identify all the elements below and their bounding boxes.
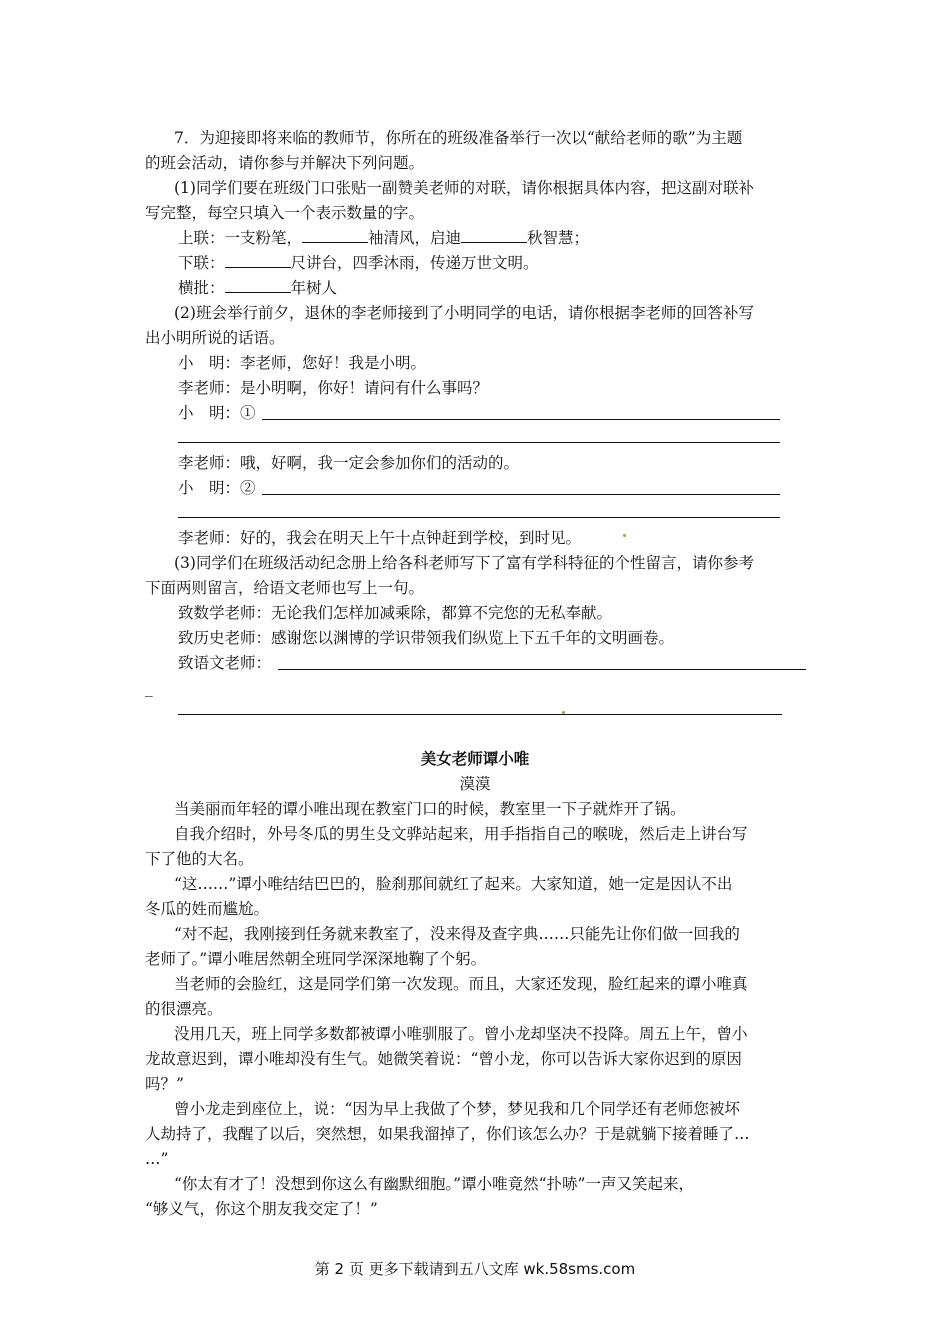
story-line-14: 人劫持了，我醒了以后，突然想，如果我溜掉了，你们该怎么办？于是就躺下接着睡了… <box>145 1125 750 1143</box>
q7-part3-line-2: 下面两则留言，给语文老师也写上一句。 <box>145 579 425 597</box>
couplet-horizontal-b: 年树人 <box>290 279 338 297</box>
couplet-lower-b: 尺讲台，四季沐雨，传递万世文明。 <box>290 254 539 272</box>
dialogue-line-4: 李老师：哦，好啊，我一定会参加你们的活动的。 <box>178 454 520 472</box>
couplet-blank-1[interactable] <box>302 228 368 243</box>
story-line-5: 冬瓜的姓而尴尬。 <box>145 900 270 918</box>
couplet-horizontal-a: 横批： <box>178 279 225 297</box>
dialogue-line-6: 李老师：好的，我会在明天上午十点钟赶到学校，到时见。 <box>178 529 582 547</box>
q7-part3-line-1: (3)同学们在班级活动纪念册上给各科老师写下了富有学科特征的个性留言，请你参考 <box>174 554 754 572</box>
q7-intro-line-2: 的班会活动，请你参与并解决下列问题。 <box>145 154 425 172</box>
story-line-8: 当老师的会脸红，这是同学们第一次发现。而且，大家还发现，脸红起来的谭小唯真 <box>174 975 748 993</box>
story-line-3: 下了他的大名。 <box>145 850 254 868</box>
couplet-lower <box>178 252 539 274</box>
dialogue-line-1: 小 明：李老师，您好！我是小明。 <box>178 354 427 372</box>
story-line-4: “这……”谭小唯结结巴巴的，脸刹那间就红了起来。大家知道，她一定是因认不出 <box>174 875 733 893</box>
story-author: 漠漠 <box>459 775 491 793</box>
story-line-10: 没用几天，班上同学多数都被谭小唯驯服了。曾小龙却坚决不投降。周五上午，曾小 <box>174 1025 748 1043</box>
answer-line-3b[interactable] <box>178 714 782 715</box>
story-line-16: “你太有才了！没想到你这么有幽默细胞。”谭小唯竟然“扑哧”一声又笑起来， <box>174 1175 694 1193</box>
answer-line-2a[interactable] <box>262 494 780 495</box>
story-line-12: 吗？” <box>145 1075 184 1093</box>
q7-part1-line-2: 写完整，每空只填入一个表示数量的字。 <box>145 204 425 222</box>
story-line-11: 龙故意迟到，谭小唯却没有生气。她微笑着说：“曾小龙，你可以告诉大家你迟到的原因 <box>145 1050 742 1068</box>
couplet-lower-a: 下联： <box>178 254 225 272</box>
story-line-9: 的很漂亮。 <box>145 1000 223 1018</box>
answer-line-3a[interactable] <box>278 669 806 670</box>
story-line-17: “够义气，你这个朋友我交定了！” <box>145 1200 378 1218</box>
message-history: 致历史老师：感谢您以渊博的学识带领我们纵览上下五千年的文明画卷。 <box>178 629 675 647</box>
couplet-upper <box>178 227 589 249</box>
couplet-blank-3[interactable] <box>225 253 291 268</box>
couplet-horizontal <box>178 277 337 299</box>
story-line-1: 当美丽而年轻的谭小唯出现在教室门口的时候，教室里一下子就炸开了锅。 <box>174 800 686 818</box>
story-line-13: 曾小龙走到座位上，说：“因为早上我做了个梦，梦见我和几个同学还有老师您被坏 <box>174 1100 740 1118</box>
story-line-15: …” <box>145 1150 169 1168</box>
q7-part2-line-2: 出小明所说的话语。 <box>145 329 285 347</box>
message-chinese-label: 致语文老师： <box>178 654 272 672</box>
story-line-2: 自我介绍时，外号冬瓜的男生殳文骅站起来，用手指指自己的喉咙，然后走上讲台写 <box>174 825 748 843</box>
story-line-6: “对不起，我刚接到任务就来教室了，没来得及查字典……只能先让你们做一回我的 <box>174 925 740 943</box>
stray-dot <box>623 534 626 537</box>
story-title: 美女老师谭小唯 <box>420 749 530 768</box>
couplet-blank-2[interactable] <box>461 228 527 243</box>
dialogue-line-3: 小 明：① <box>178 404 256 422</box>
dialogue-line-2: 李老师：是小明啊，你好！请问有什么事吗？ <box>178 379 489 397</box>
stray-dot-2 <box>562 711 565 714</box>
page-footer: 第 2 页 更多下载请到五八文库 wk.58sms.com <box>314 1260 636 1278</box>
couplet-upper-b: 袖清风，启迪 <box>368 229 462 247</box>
answer-line-2b[interactable] <box>178 517 780 518</box>
couplet-upper-a: 上联：一支粉笔， <box>178 229 303 247</box>
answer-line-1b[interactable] <box>178 442 780 443</box>
dialogue-line-5: 小 明：② <box>178 479 256 497</box>
couplet-blank-4[interactable] <box>225 278 291 293</box>
q7-part2-line-1: (2)班会举行前夕，退休的李老师接到了小明同学的电话，请你根据李老师的回答补写 <box>174 304 754 322</box>
answer-line-1a[interactable] <box>262 419 780 420</box>
story-line-7: 老师了。”谭小唯居然朝全班同学深深地鞠了个躬。 <box>145 950 487 968</box>
message-math: 致数学老师：无论我们怎样加减乘除，都算不完您的无私奉献。 <box>178 604 613 622</box>
q7-part1-line-1: (1)同学们要在班级门口张贴一副赞美老师的对联，请你根据具体内容，把这副对联补 <box>174 179 754 197</box>
couplet-upper-c: 秋智慧； <box>527 229 590 247</box>
q7-intro-line-1: 7．为迎接即将来临的教师节，你所在的班级准备举行一次以“献给老师的歌”为主题 <box>174 129 743 147</box>
stray-underscore: _ <box>145 679 153 697</box>
